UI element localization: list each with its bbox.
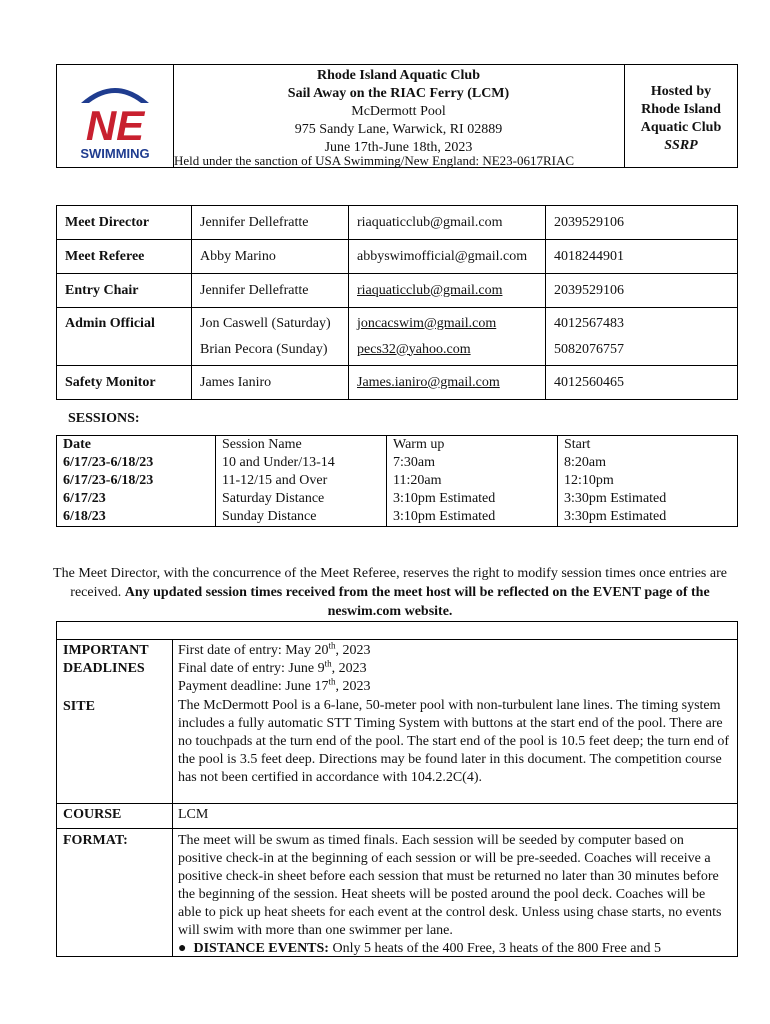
table-row <box>57 240 738 274</box>
venue-address: 975 Sandy Lane, Warwick, RI 02889 <box>294 122 503 137</box>
venue-name: McDermott Pool <box>351 104 446 119</box>
deadlines-label <box>63 642 149 678</box>
deadlines-list <box>178 642 731 696</box>
column-divider <box>172 640 173 956</box>
session-name: 11-12/15 and Over <box>216 472 387 490</box>
club-name: Rhode Island Aquatic Club <box>316 68 480 83</box>
officials-table <box>56 205 738 400</box>
official-phone <box>546 308 738 366</box>
official-email <box>349 308 546 366</box>
bullet-icon: ● <box>178 941 187 956</box>
host-line-3: Aquatic Club <box>640 120 722 135</box>
official-role: Entry Chair <box>57 274 192 308</box>
session-times-notice <box>40 564 740 621</box>
meet-header <box>56 64 738 168</box>
official-name: Abby Marino <box>192 240 349 274</box>
meet-dates: June 17th-June 18th, 2023 <box>324 140 473 155</box>
distance-events-text: Only 5 heats of the 400 Free, 3 heats of the 800 Free and 5 <box>328 941 661 956</box>
table-row <box>57 472 738 490</box>
table-row <box>57 508 738 527</box>
session-name: Sunday Distance <box>216 508 387 527</box>
deadline-first-entry: First date of entry: May 20th, 2023 <box>178 640 371 658</box>
column-header: Date <box>57 436 216 455</box>
row-divider <box>57 803 737 804</box>
column-header: Session Name <box>216 436 387 455</box>
format-label: FORMAT: <box>63 833 128 848</box>
table-row <box>57 308 738 366</box>
table-row <box>57 274 738 308</box>
host-line-2: Rhode Island <box>641 102 721 117</box>
meet-name: Sail Away on the RIAC Ferry (LCM) <box>287 86 510 101</box>
session-start: 12:10pm <box>558 472 738 490</box>
official-email-link <box>349 366 546 400</box>
distance-events-bullet <box>178 940 731 958</box>
session-date: 6/17/23-6/18/23 <box>57 454 216 472</box>
meet-info-table <box>56 621 738 957</box>
table-row <box>57 454 738 472</box>
format-text <box>178 832 731 958</box>
svg-text:SWIMMING: SWIMMING <box>80 146 150 161</box>
site-text: The McDermott Pool is a 6-lane, 50-meter pool with non-turbulent lane lines. The timing system includes a fully automatic STT Timing System with buttons at the start end of the pool. There are no touchpads at the turn end of the pool. The start end of the pool is 10.5 feet deep; the turn end of the pool is 3.5 feet deep. Directions may be found later in this document. The competition course has not been certified in accordance with 104.2.2C(4). <box>178 698 730 785</box>
course-text: LCM <box>178 807 209 822</box>
deadline-payment: Payment deadline: June 17th, 2023 <box>178 676 371 694</box>
session-date: 6/17/23-6/18/23 <box>57 472 216 490</box>
column-header: Start <box>558 436 738 455</box>
sessions-table <box>56 435 738 527</box>
official-email: riaquaticclub@gmail.com <box>349 206 546 240</box>
host-line-1: Hosted by <box>650 84 712 99</box>
host-code: SSRP <box>664 138 698 153</box>
official-name: Jennifer Dellefratte <box>192 274 349 308</box>
official-role: Meet Referee <box>57 240 192 274</box>
email-link[interactable]: James.ianiro@gmail.com <box>357 374 500 390</box>
session-name: Saturday Distance <box>216 490 387 508</box>
email-link[interactable]: pecs32@yahoo.com <box>357 341 471 357</box>
email-link[interactable]: riaquaticclub@gmail.com <box>357 282 503 298</box>
session-start: 8:20am <box>558 454 738 472</box>
session-warmup: 7:30am <box>387 454 558 472</box>
official-phone: 4012560465 <box>546 366 738 400</box>
official-name: Jennifer Dellefratte <box>192 206 349 240</box>
deadline-final-entry: Final date of entry: June 9th, 2023 <box>178 658 367 676</box>
table-row <box>57 366 738 400</box>
svg-text:NE: NE <box>85 102 145 149</box>
session-date: 6/18/23 <box>57 508 216 527</box>
official-phone: 4018244901 <box>546 240 738 274</box>
site-label: SITE <box>63 699 95 714</box>
phone-saturday: 4012567483 <box>554 315 624 331</box>
meet-title-block <box>174 67 623 157</box>
deadlines-label-line-1: IMPORTANT <box>63 643 149 658</box>
notice-text: The Meet Director, with the concurrence of the Meet Referee, reserves the right to modify session times once entries are received. <box>53 566 727 600</box>
deadlines-label-line-2: DEADLINES <box>63 661 145 676</box>
official-phone: 2039529106 <box>546 274 738 308</box>
session-warmup: 3:10pm Estimated <box>387 508 558 527</box>
table-header-row <box>57 436 738 455</box>
official-name: James Ianiro <box>192 366 349 400</box>
notice-bold-text: Any updated session times received from the meet host will be reflected on the EVENT page of the neswim.com website. <box>124 585 710 619</box>
format-paragraph: The meet will be swum as timed finals. Each session will be seeded by computer based on positive check-in at the beginning of each session or will be pre-seeded. Coaches will receive a positive check-in sheet before each session that must be returned no later than 30 minutes before the beginning of the session. Heat sheets will be posted around the pool deck. Coaches will be able to pick up heat sheets for each event at the control desk. Unless using chase starts, no events will swim with more than one swimmer per lane. <box>178 833 722 938</box>
ne-swimming-logo <box>57 65 174 167</box>
table-row <box>57 490 738 508</box>
session-date: 6/17/23 <box>57 490 216 508</box>
official-email: abbyswimofficial@gmail.com <box>349 240 546 274</box>
session-warmup: 3:10pm Estimated <box>387 490 558 508</box>
official-role: Meet Director <box>57 206 192 240</box>
sanction-line: Held under the sanction of USA Swimming/New England: NE23-0617RIAC <box>174 153 575 168</box>
session-start: 3:30pm Estimated <box>558 490 738 508</box>
email-link[interactable]: joncacswim@gmail.com <box>357 315 497 331</box>
phone-sunday: 5082076757 <box>554 341 624 357</box>
official-name-sunday: Brian Pecora (Sunday) <box>200 341 328 357</box>
row-divider <box>57 639 737 640</box>
sessions-heading: SESSIONS: <box>68 411 140 426</box>
official-role: Safety Monitor <box>57 366 192 400</box>
course-label: COURSE <box>63 807 122 822</box>
official-email-link <box>349 274 546 308</box>
official-role: Admin Official <box>57 308 192 366</box>
column-header: Warm up <box>387 436 558 455</box>
session-name: 10 and Under/13-14 <box>216 454 387 472</box>
row-divider <box>57 828 737 829</box>
session-start: 3:30pm Estimated <box>558 508 738 527</box>
session-warmup: 11:20am <box>387 472 558 490</box>
official-name-saturday: Jon Caswell (Saturday) <box>200 315 331 331</box>
distance-events-label: DISTANCE EVENTS: <box>193 941 329 956</box>
official-phone: 2039529106 <box>546 206 738 240</box>
official-name <box>192 308 349 366</box>
host-block <box>624 65 737 167</box>
table-row <box>57 206 738 240</box>
